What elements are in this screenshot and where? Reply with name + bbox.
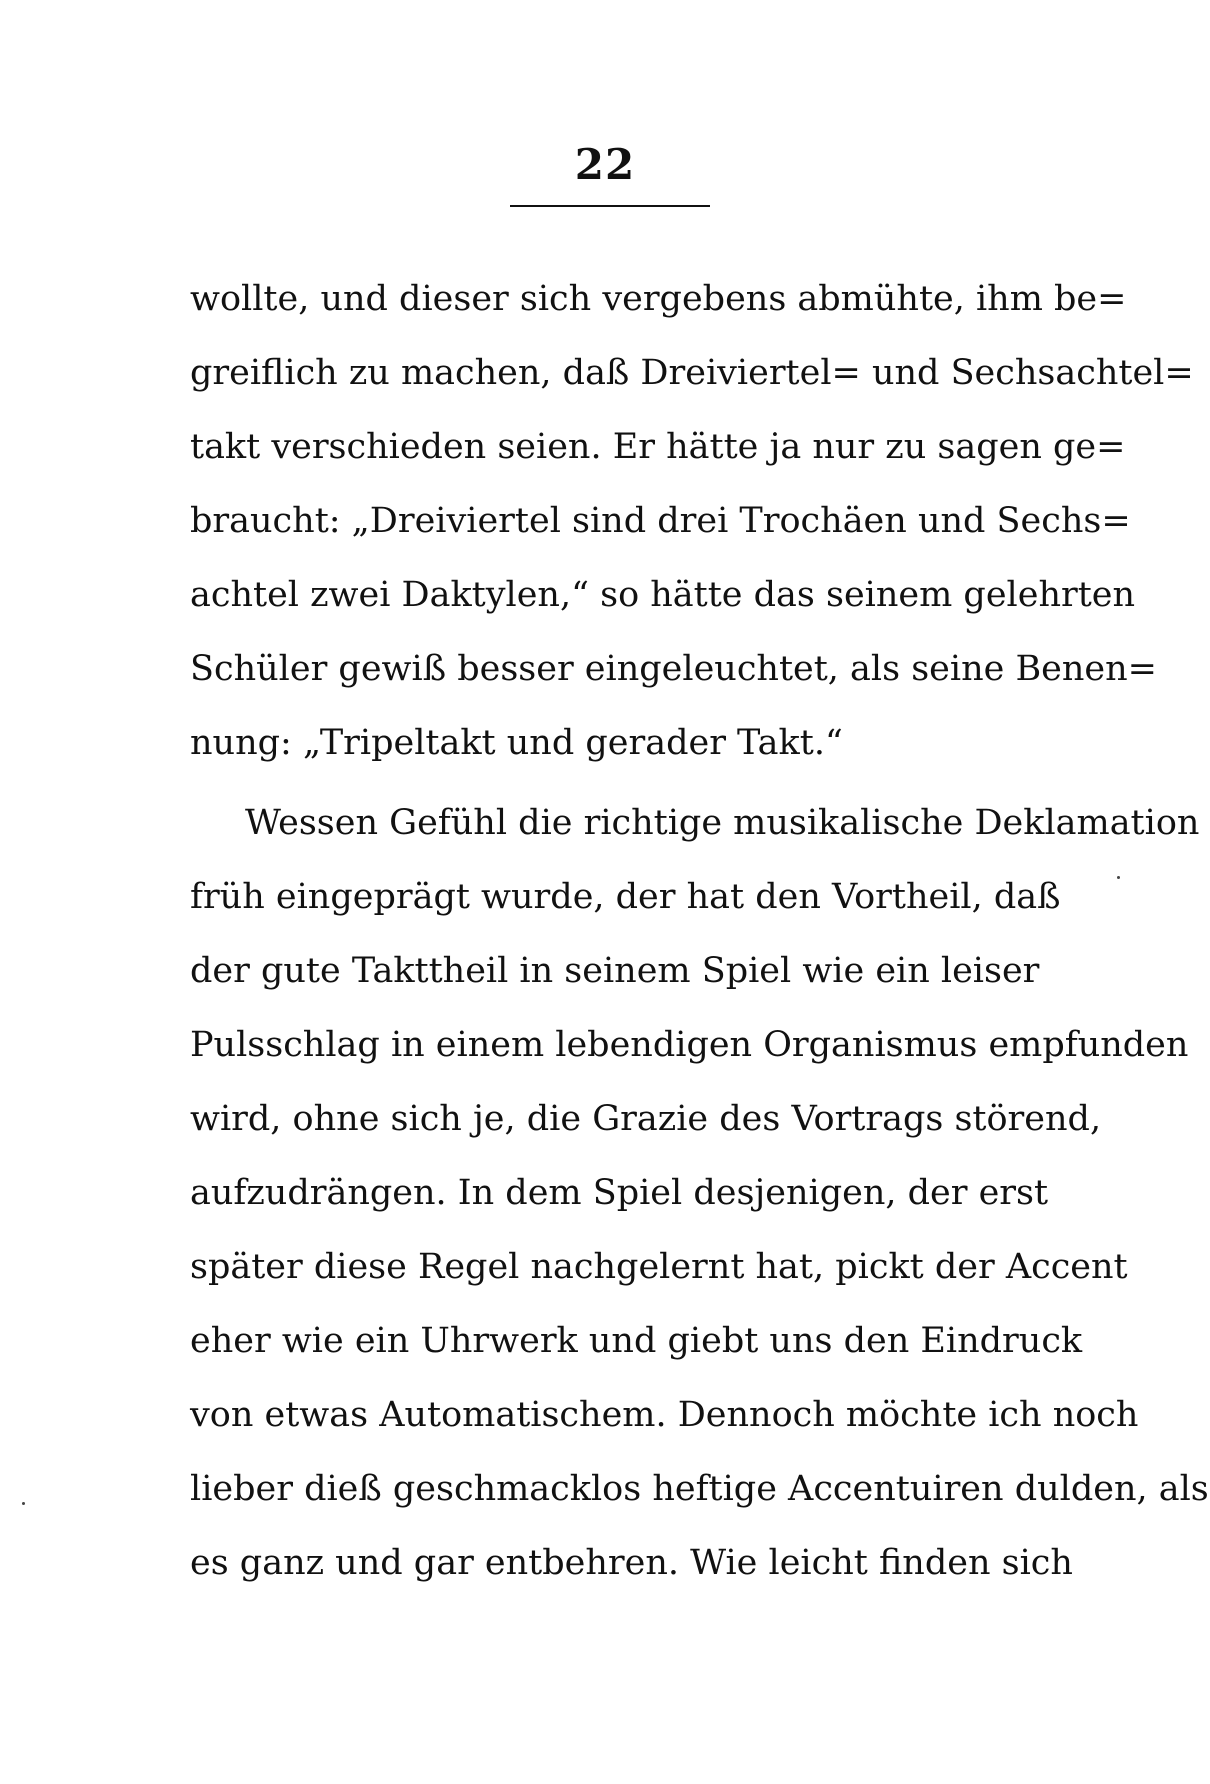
text-line: von etwas Automatischem. Dennoch möchte ich noch xyxy=(190,1395,1139,1435)
text-line: nung: „Tripeltakt und gerader Takt.“ xyxy=(190,723,843,763)
text-line: früh eingeprägt wurde, der hat den Vortheil, daß xyxy=(190,877,1061,917)
text-line: wird, ohne sich je, die Grazie des Vortrags störend, xyxy=(190,1099,1102,1139)
text-line: greiflich zu machen, daß Dreiviertel= und Sechsachtel= xyxy=(190,353,1194,393)
header-rule xyxy=(510,205,710,207)
text-line: Wessen Gefühl die richtige musikalische Deklamation xyxy=(245,803,1200,843)
text-line: es ganz und gar entbehren. Wie leicht finden sich xyxy=(190,1543,1073,1583)
text-line: der gute Takttheil in seinem Spiel wie ein leiser xyxy=(190,951,1040,991)
text-line: achtel zwei Daktylen,“ so hätte das seinem gelehrten xyxy=(190,575,1136,615)
scan-speck xyxy=(22,1502,25,1505)
text-line: eher wie ein Uhrwerk und giebt uns den Eindruck xyxy=(190,1321,1083,1361)
paragraph-2 xyxy=(190,786,1209,1600)
text-line: wollte, und dieser sich vergebens abmühte, ihm be= xyxy=(190,279,1127,319)
text-line: Schüler gewiß besser eingeleuchtet, als seine Benen= xyxy=(190,649,1158,689)
text-line: aufzudrängen. In dem Spiel desjenigen, der erst xyxy=(190,1173,1049,1213)
text-line: später diese Regel nachgelernt hat, pickt der Accent xyxy=(190,1247,1128,1287)
page-number: 22 xyxy=(574,140,636,189)
text-line: braucht: „Dreiviertel sind drei Trochäen und Sechs= xyxy=(190,501,1131,541)
text-line: lieber dieß geschmacklos heftige Accentuiren dulden, als xyxy=(190,1469,1209,1509)
paragraph-1 xyxy=(190,262,1194,780)
scan-speck xyxy=(1117,876,1120,879)
text-line: Pulsschlag in einem lebendigen Organismus empfunden xyxy=(190,1025,1189,1065)
text-line: takt verschieden seien. Er hätte ja nur zu sagen ge= xyxy=(190,427,1126,467)
body-text xyxy=(190,262,1209,1600)
